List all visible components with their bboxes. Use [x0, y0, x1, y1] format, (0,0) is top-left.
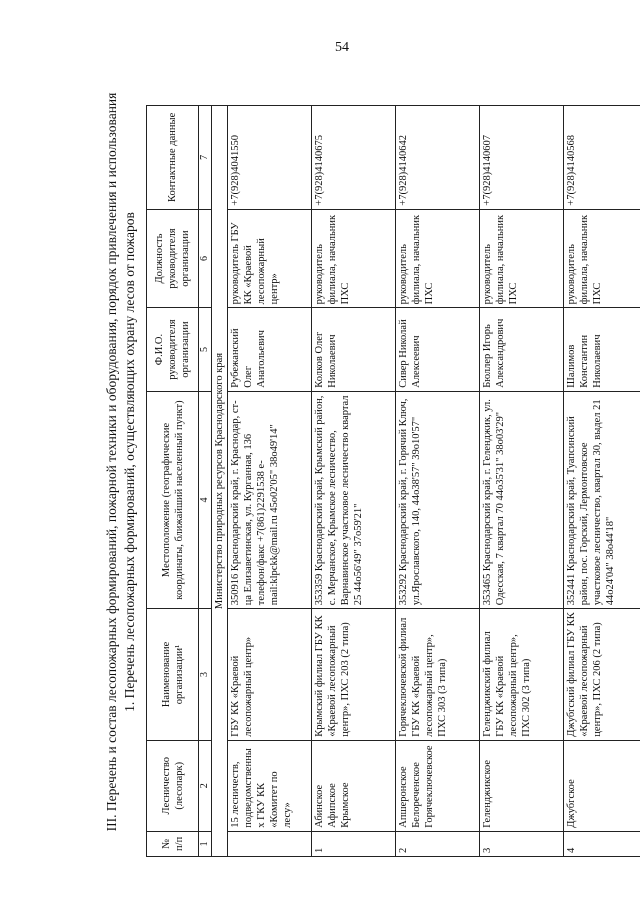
header-head-name: Ф.И.О. руководителя организации [147, 308, 199, 391]
organization-cell: Геленджикский филиал ГБУ КК «Краевой лесопожарный центр», ПХС 302 (3 типа) [480, 609, 564, 740]
organization-cell: Горячеключевской филиал ГБУ КК «Краевой лесопожарный центр», ПХС 303 (3 типа) [396, 609, 480, 740]
head-name-cell: Рубежанский Олег Анатольевич [228, 308, 312, 391]
location-cell: 353465 Краснодарский край, г. Геленджик, ул. Одесская, 7 квартал 70 44o35'31" 38o03'29" [480, 391, 564, 608]
row-number: 4 [564, 831, 640, 856]
section-title: III. Перечень и состав лесопожарных формирований, пожарной техники и оборудования, порядок привлечения и использования [104, 92, 119, 832]
contact-cell: +7(928)4041550 [228, 106, 312, 210]
column-number: 7 [199, 106, 212, 210]
column-number: 1 [199, 831, 212, 856]
forestry-cell: 15 лесничеств, подведомственных ГКУ КК «Комитет по лесу» [228, 740, 312, 831]
table-row [480, 106, 564, 857]
head-name-cell: Бюллер Игорь Александрович [480, 308, 564, 391]
table-row [396, 106, 480, 857]
table-row [228, 106, 312, 857]
contact-cell: +7(928)4140607 [480, 106, 564, 210]
row-number: 2 [396, 831, 480, 856]
column-number: 5 [199, 308, 212, 391]
organization-cell: ГБУ КК «Краевой лесопожарный центр» [228, 609, 312, 740]
location-cell: 353359 Краснодарский край, Крымский район, с. Мерчанское, Крымское лесничество, Варнавинское участковое лесничество квартал 25 44o56'49" 37o59'21" [312, 391, 396, 608]
location-cell: 350916 Краснодарский край, г. Краснодар, ст-ца Елизаветинская, ул. Курганная, 136 телефон/факс +7(861)2291538 e-mail:klpckk@mail.ru 45o02'05" 38o49'14" [228, 391, 312, 608]
row-number [228, 831, 312, 856]
table-row [564, 106, 640, 857]
forest-fire-units-table [146, 105, 640, 857]
column-number: 3 [199, 609, 212, 740]
head-position-cell: руководитель филиала, начальник ПХС [564, 209, 640, 308]
head-position-cell: руководитель филиала, начальник ПХС [480, 209, 564, 308]
head-position-cell: руководитель филиала, начальник ПХС [396, 209, 480, 308]
column-number: 6 [199, 209, 212, 308]
table-row [312, 106, 396, 857]
forestry-cell: Джубгское [564, 740, 640, 831]
forestry-cell: Абинское Афипское Крымское [312, 740, 396, 831]
location-cell: 353292 Краснодарский край, г. Горячий Ключ, ул.Ярославского, 140, 44o38'57" 39o10'57" [396, 391, 480, 608]
contact-cell: +7(928)4140642 [396, 106, 480, 210]
header-location: Местоположение (географические координаты, ближайший населенный пункт) [147, 391, 199, 608]
rotated-page-content [104, 67, 616, 857]
row-number: 3 [480, 831, 564, 856]
ministry-row: Министерство природных ресурсов Краснодарского края [212, 106, 228, 857]
forestry-cell: Геленджикское [480, 740, 564, 831]
head-name-cell: Колков Олег Николаевич [312, 308, 396, 391]
page-number: 54 [335, 40, 349, 55]
contact-cell: +7(928)4140568 [564, 106, 640, 210]
header-contacts: Контактные данные [147, 106, 199, 210]
forestry-cell: Апшеронское Белореченское Горячеключевское [396, 740, 480, 831]
head-position-cell: руководитель ГБУ КК «Краевой лесопожарный центр» [228, 209, 312, 308]
header-head-position: Должность руководителя организации [147, 209, 199, 308]
row-number: 1 [312, 831, 396, 856]
head-name-cell: Сивер Николай Алексеевич [396, 308, 480, 391]
column-number: 2 [199, 740, 212, 831]
column-number: 4 [199, 391, 212, 608]
organization-cell: Джубгский филиал ГБУ КК «Краевой лесопожарный центр», ПХС 206 (2 типа) [564, 609, 640, 740]
head-position-cell: руководитель филиала, начальник ПХС [312, 209, 396, 308]
subsection-title: 1. Перечень лесопожарных формирований, осуществляющих охрану лесов от пожаров [122, 212, 137, 712]
organization-cell: Крымский филиал ГБУ КК «Краевой лесопожарный центр», ПХС 203 (2 типа) [312, 609, 396, 740]
contact-cell: +7(928)4140675 [312, 106, 396, 210]
head-name-cell: Шалимов Константин Николаевич [564, 308, 640, 391]
location-cell: 352441 Краснодарский край, Туапсинский район, пос. Горский, Лермонтовское участковое лесничество, квартал 30, выдел 21 44o24'04" 38o44'18" [564, 391, 640, 608]
header-number: № п/п [147, 831, 199, 856]
header-forestry: Лесничество (лесопарк) [147, 740, 199, 831]
header-organization: Наименование организации¹ [147, 609, 199, 740]
